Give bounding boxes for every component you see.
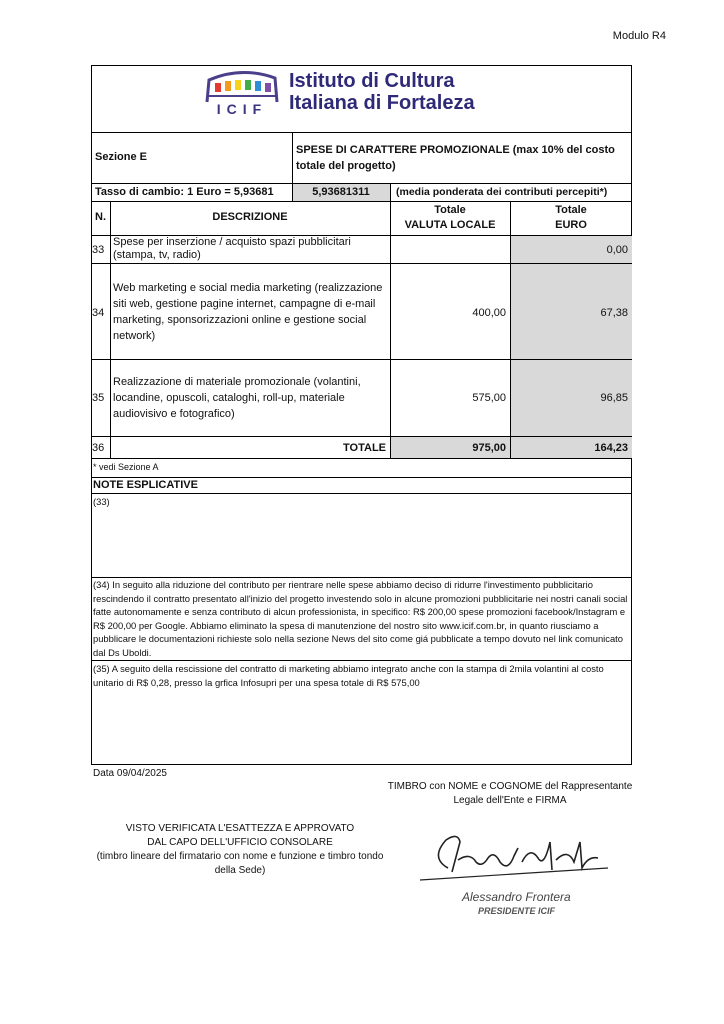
col-euro-header: Totale EURO <box>555 204 587 231</box>
total-label: TOTALE <box>343 442 386 454</box>
rule <box>91 263 632 264</box>
row-34-local: 400,00 <box>472 307 506 319</box>
col-local-header: Totale VALUTA LOCALE <box>404 204 496 231</box>
icif-logo <box>203 68 473 120</box>
row-35-local: 575,00 <box>472 392 506 404</box>
signature-image <box>418 828 618 888</box>
rule <box>91 359 632 360</box>
form-code: Modulo R4 <box>612 30 666 42</box>
row-34-euro: 67,38 <box>600 307 628 319</box>
row-33-n: 33 <box>92 244 105 256</box>
rule <box>390 183 391 201</box>
rule <box>510 201 511 458</box>
total-euro: 164,23 <box>594 442 628 454</box>
rule <box>91 183 632 184</box>
exchange-value: 5,93681311 <box>312 186 370 198</box>
row-35-n: 35 <box>92 392 105 404</box>
signer-role: PRESIDENTE ICIF <box>478 906 556 916</box>
exchange-label: Tasso di cambio: 1 Euro = 5,93681 <box>95 186 274 198</box>
col-desc-header: DESCRIZIONE <box>212 211 288 223</box>
note-34: (34) In seguito alla riduzione del contributo per rientrare nelle spese abbiamo deciso di ridurre l'investimento pubblicitario rescindendo il contratto presentato all'inizio del progetto investendo solo in alcune promozioni pubblicitarie nei nostri canali social fatte autonomamente e senza contributo di alcun professionista, in specifico: R$ 200,00 spese promozioni facebook/Instagram e R$ 200,00 per Google. Abbiamo eliminato la spesa di manutenzione del nostro sito www.icif.com.br, in quanto riusciamo a pubblicare le documentazioni richieste solo nella sezione News del sito come giá pubblicate a tempo dovuto nel link comunicato dal Ds Uboldi. <box>93 579 628 658</box>
section-label: Sezione E <box>95 151 147 163</box>
exchange-note: (media ponderata dei contributi percepiti*) <box>396 186 608 198</box>
signer-name: Alessandro Frontera <box>462 890 571 904</box>
row-34-desc: Web marketing e social media marketing (realizzazione siti web, gestione pagine internet, campagne di e-mail marketing, sponsorizzazioni online e gestione social network) <box>113 282 383 342</box>
rule <box>91 201 632 202</box>
row-35-desc: Realizzazione di materiale promozionale (volantini, locandine, opuscoli, cataloghi, roll-up, materiale audiovisivo e fotografico) <box>113 376 361 420</box>
col-n-header: N. <box>95 211 106 223</box>
note-35: (35) A seguito della rescissione del contratto di marketing abbiamo integrato anche con la stampa di 2mila volantini al costo unitario di R$ 0,28, presso la grfica Infosupri per una spesa totale di R$ 575,00 <box>93 663 604 688</box>
rule <box>91 660 632 661</box>
rule <box>91 132 632 133</box>
rule <box>110 201 111 458</box>
stamp-label: TIMBRO con NOME e COGNOME del Rappresentante Legale dell'Ente e FIRMA <box>387 781 633 806</box>
note-33: (33) <box>93 496 110 507</box>
footnote: * vedi Sezione A <box>93 462 159 472</box>
rule <box>91 436 632 437</box>
rule <box>390 201 391 458</box>
notes-heading: NOTE ESPLICATIVE <box>93 479 198 491</box>
row-35-euro: 96,85 <box>600 392 628 404</box>
visto-label: VISTO VERIFICATA L'ESATTEZZA E APPROVATO DAL CAPO DELL'UFFICIO CONSOLARE (timbro lineare del firmatario con nome e funzione e timbro tondo della Sede) <box>96 823 384 876</box>
rule <box>91 458 632 459</box>
section-title: SPESE DI CARATTERE PROMOZIONALE (max 10% del costo totale del progetto) <box>296 144 615 172</box>
row-33-euro: 0,00 <box>606 244 628 256</box>
total-n: 36 <box>92 442 105 454</box>
total-local: 975,00 <box>472 442 506 454</box>
row-33-desc: Spese per inserzione / acquisto spazi pubblicitari (stampa, tv, radio) <box>113 236 351 261</box>
logo-line-1: Istituto di Cultura <box>289 70 455 92</box>
date: Data 09/04/2025 <box>93 768 167 779</box>
logo-line-2: Italiana di Fortaleza <box>289 92 475 114</box>
rule <box>91 493 632 494</box>
logo-acronym: ICIF <box>216 101 268 117</box>
row-34-n: 34 <box>92 307 105 319</box>
